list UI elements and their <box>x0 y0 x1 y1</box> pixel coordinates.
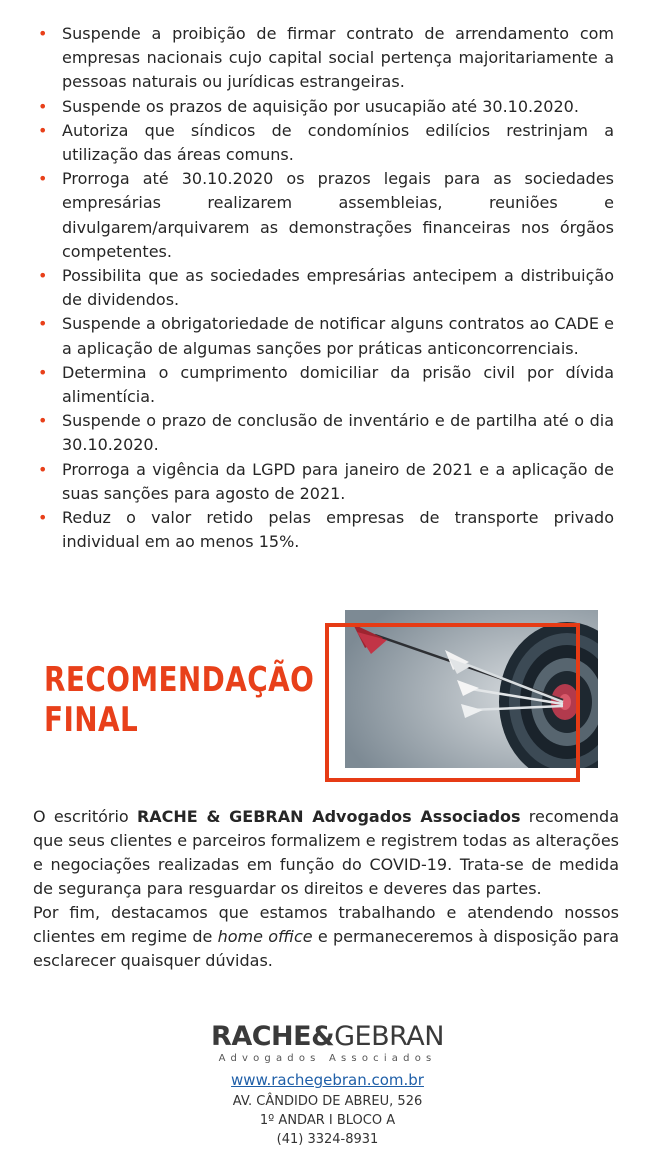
bullet-icon: • <box>38 120 48 140</box>
list-item: • Suspende os prazos de aquisição por usucapião até 30.10.2020. <box>38 95 614 119</box>
list-item: • Prorroga a vigência da LGPD para janeiro de 2021 e a aplicação de suas sanções para agosto de 2021. <box>38 459 614 503</box>
logo-subtitle: Advogados Associados <box>218 1053 437 1064</box>
list-item: • Possibilita que as sociedades empresárias antecipem a distribuição de dividendos. <box>38 266 614 310</box>
bullet-icon: • <box>38 24 48 43</box>
bullet-icon: • <box>38 169 48 189</box>
list-item: • Determina o cumprimento domiciliar da prisão civil por dívida alimentícia. <box>38 362 614 407</box>
footer <box>200 1022 455 1149</box>
list-item: • Reduz o valor retido pelas empresas de transporte privado individual em ao menos 15%. <box>38 508 614 552</box>
website-link[interactable]: www.rachegebran.com.br <box>231 1071 424 1089</box>
list-item: • Suspende o prazo de conclusão de inventário e de partilha até o dia 30.10.2020. <box>38 411 614 455</box>
paragraph-recommendation: O escritório RACHE & GEBRAN Advogados Associados recomenda que seus clientes e parceiros formalizem e registrem todas as alterações e negociações realizadas em função do COVID-19. Trata-se de medida de segurança para resguardar os direitos e deveres das partes. <box>33 807 619 898</box>
bullet-icon: • <box>38 266 48 286</box>
bullet-icon: • <box>38 459 48 479</box>
address-line2: 1º ANDAR I BLOCO A <box>259 1113 396 1128</box>
phone-number: (41) 3324-8931 <box>276 1132 379 1147</box>
list-item: • Autoriza que síndicos de condomínios edilícios restrinjam a utilização das áreas comuns. <box>38 120 614 165</box>
address-line1: AV. CÂNDIDO DE ABREU, 526 <box>232 1094 423 1109</box>
bullet-icon: • <box>38 411 48 431</box>
bullet-icon: • <box>38 314 48 334</box>
orange-frame <box>325 623 580 782</box>
bullet-icon: • <box>38 508 48 528</box>
firm-logo: RACHE&GEBRAN <box>211 1021 444 1052</box>
paragraph-closing: Por fim, destacamos que estamos trabalhando e atendendo nossos clientes em regime de home office e permaneceremos à disposição para esclarecer quaisquer dúvidas. <box>33 903 620 970</box>
recommendation-title <box>44 660 315 740</box>
recommendation-title-line1: RECOMENDAÇÃO <box>44 660 315 700</box>
list-item: • Suspende a obrigatoriedade de notificar alguns contratos ao CADE e a aplicação de algumas sanções por práticas anticoncorrenciais. <box>38 314 614 358</box>
recommendation-title-line2: FINAL <box>44 700 139 740</box>
list-item: • Prorroga até 30.10.2020 os prazos legais para as sociedades empresárias realizarem assembleias, reuniões e divulgarem/arquivarem as demonstrações financeiras nos órgãos competentes. <box>38 169 614 261</box>
recommendation-text <box>33 805 619 973</box>
measures-list <box>38 22 614 554</box>
firm-name: RACHE & GEBRAN Advogados Associados <box>136 807 521 826</box>
bullet-icon: • <box>38 362 48 382</box>
list-item: • Suspende a proibição de firmar contrato de arrendamento com empresas nacionais cujo capital social pertença majoritariamente a pessoas naturais ou jurídicas estrangeiras. <box>38 24 614 92</box>
bullet-icon: • <box>38 96 48 116</box>
home-office-term: home office <box>217 927 313 946</box>
